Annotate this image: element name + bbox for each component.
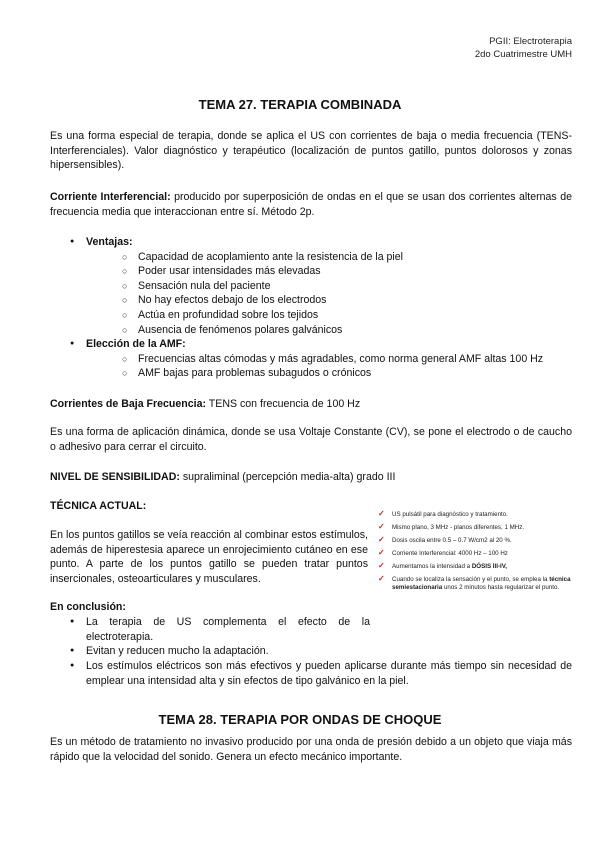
interferencial-text: producido por superposición de ondas en el que se usan dos corrientes alternas de frecuencia media que interaccionan entre sí. Método 2p. xyxy=(50,191,572,218)
nivel-paragraph xyxy=(50,470,572,485)
tecnica-paragraph: En los puntos gatillos se veía reacción al combinar estos estímulos, además de hiperestesia aparece un enrojecimiento cutáneo en ese punto. A parte de los puntos gatillo se pueden tratar puntos insercionales, osteoarticulares y musculares. xyxy=(50,529,368,585)
check-icon: ✓ xyxy=(378,509,385,518)
conclusion-list-wide xyxy=(70,659,572,688)
list-item: ○ Actúa en profundidad sobre los tejidos xyxy=(86,308,543,323)
check-icon: ✓ xyxy=(378,548,385,557)
page-header xyxy=(475,35,572,61)
tema28-title: TEMA 28. TERAPIA POR ONDAS DE CHOQUE xyxy=(158,712,442,727)
baja-label: Corrientes de Baja Frecuencia: xyxy=(50,398,207,410)
aplicacion-paragraph: Es una forma de aplicación dinámica, donde se usa Voltaje Constante (CV), se pone el electrodo o de caucho o adhesivo para cerrar el circuito. xyxy=(50,426,572,453)
tecnica-checklist xyxy=(378,511,588,597)
list-item: ○ Frecuencias altas cómodas y más agradables, como norma general AMF altas 100 Hz xyxy=(86,352,543,367)
ventajas-label: Ventajas: xyxy=(86,236,133,248)
list-item: ● Evitan y reducen mucho la adaptación. xyxy=(70,644,370,659)
conclusion-heading: En conclusión: xyxy=(50,601,126,613)
check-icon: ✓ xyxy=(378,535,385,544)
nivel-label: NIVEL DE SENSIBILIDAD: xyxy=(50,471,180,483)
tema28-intro: Es un método de tratamiento no invasivo producido por una onda de presión debido a un objeto que viaja más rápido que la velocidad del sonido. Genera un efecto mecánico importante. xyxy=(50,736,572,763)
conclusion-list-narrow xyxy=(70,615,370,659)
tecnica-heading: TÉCNICA ACTUAL: xyxy=(50,500,147,512)
list-item: ○ No hay efectos debajo de los electrodos xyxy=(86,293,543,308)
list-item: ● Los estímulos eléctricos son más efectivos y pueden aplicarse durante más tiempo sin necesidad de emplear una intensidad alta y sin efectos de tipo galvánico en la piel. xyxy=(70,659,572,688)
tema27-title: TEMA 27. TERAPIA COMBINADA xyxy=(198,97,402,112)
baja-frecuencia-paragraph xyxy=(50,397,572,412)
ventajas-list xyxy=(86,250,543,338)
list-item xyxy=(70,235,543,337)
list-item: ● La terapia de US complementa el efecto de la electroterapia. xyxy=(70,615,370,644)
checklist-item: ✓ Mismo plano, 3 MHz - planos diferentes, 1 MHz. xyxy=(378,522,525,531)
list-item: ○ Poder usar intensidades más elevadas xyxy=(86,264,543,279)
list-item: ○ Capacidad de acoplamiento ante la resistencia de la piel xyxy=(86,250,543,265)
interferencial-label: Corriente Interferencial: xyxy=(50,191,171,203)
checklist-item: ✓ Dosis oscila entre 0.5 – 0.7 W/cm2 al 20 %. xyxy=(378,535,512,544)
amf-label: Elección de la AMF: xyxy=(86,338,186,351)
nivel-text: supraliminal (percepción media-alta) grado III xyxy=(179,471,396,483)
list-item: ○ Ausencia de fenómenos polares galvánicos xyxy=(86,323,543,338)
list-item: ○ AMF bajas para problemas subagudos o crónicos xyxy=(86,366,543,381)
interferencial-paragraph xyxy=(50,190,572,219)
check-icon: ✓ xyxy=(378,561,385,570)
check-icon: ✓ xyxy=(378,574,385,583)
checklist-item: ✓ US pulsátil para diagnóstico y tratamiento. xyxy=(378,509,508,518)
checklist-item: ✓ Cuando se localiza la sensación y el punto, se emplea la técnica semiestacionaria unos 2 minutos hasta regularizar el punto. xyxy=(378,574,571,591)
checklist-item: ✓ Aumentamos la intensidad a DÓSIS III-IV, xyxy=(378,561,507,570)
header-course: PGII: Electroterapia xyxy=(489,36,572,47)
list-item xyxy=(70,337,543,381)
amf-list xyxy=(86,352,543,381)
tema27-intro: Es una forma especial de terapia, donde se aplica el US con corrientes de baja o media frecuencia (TENS-Interferenciales). Valor diagnóstico y terapéutico (localización de puntos gatillo, puntos dolorosos y zonas hipersensibles). xyxy=(50,130,572,172)
checklist-item: ✓ Corriente Interferencial: 4000 Hz – 100 Hz xyxy=(378,548,508,557)
header-term: 2do Cuatrimestre UMH xyxy=(474,49,572,60)
tema27-main-list xyxy=(70,235,543,381)
check-icon: ✓ xyxy=(378,522,385,531)
list-item: ○ Sensación nula del paciente xyxy=(86,279,543,294)
baja-text: TENS con frecuencia de 100 Hz xyxy=(206,398,361,410)
